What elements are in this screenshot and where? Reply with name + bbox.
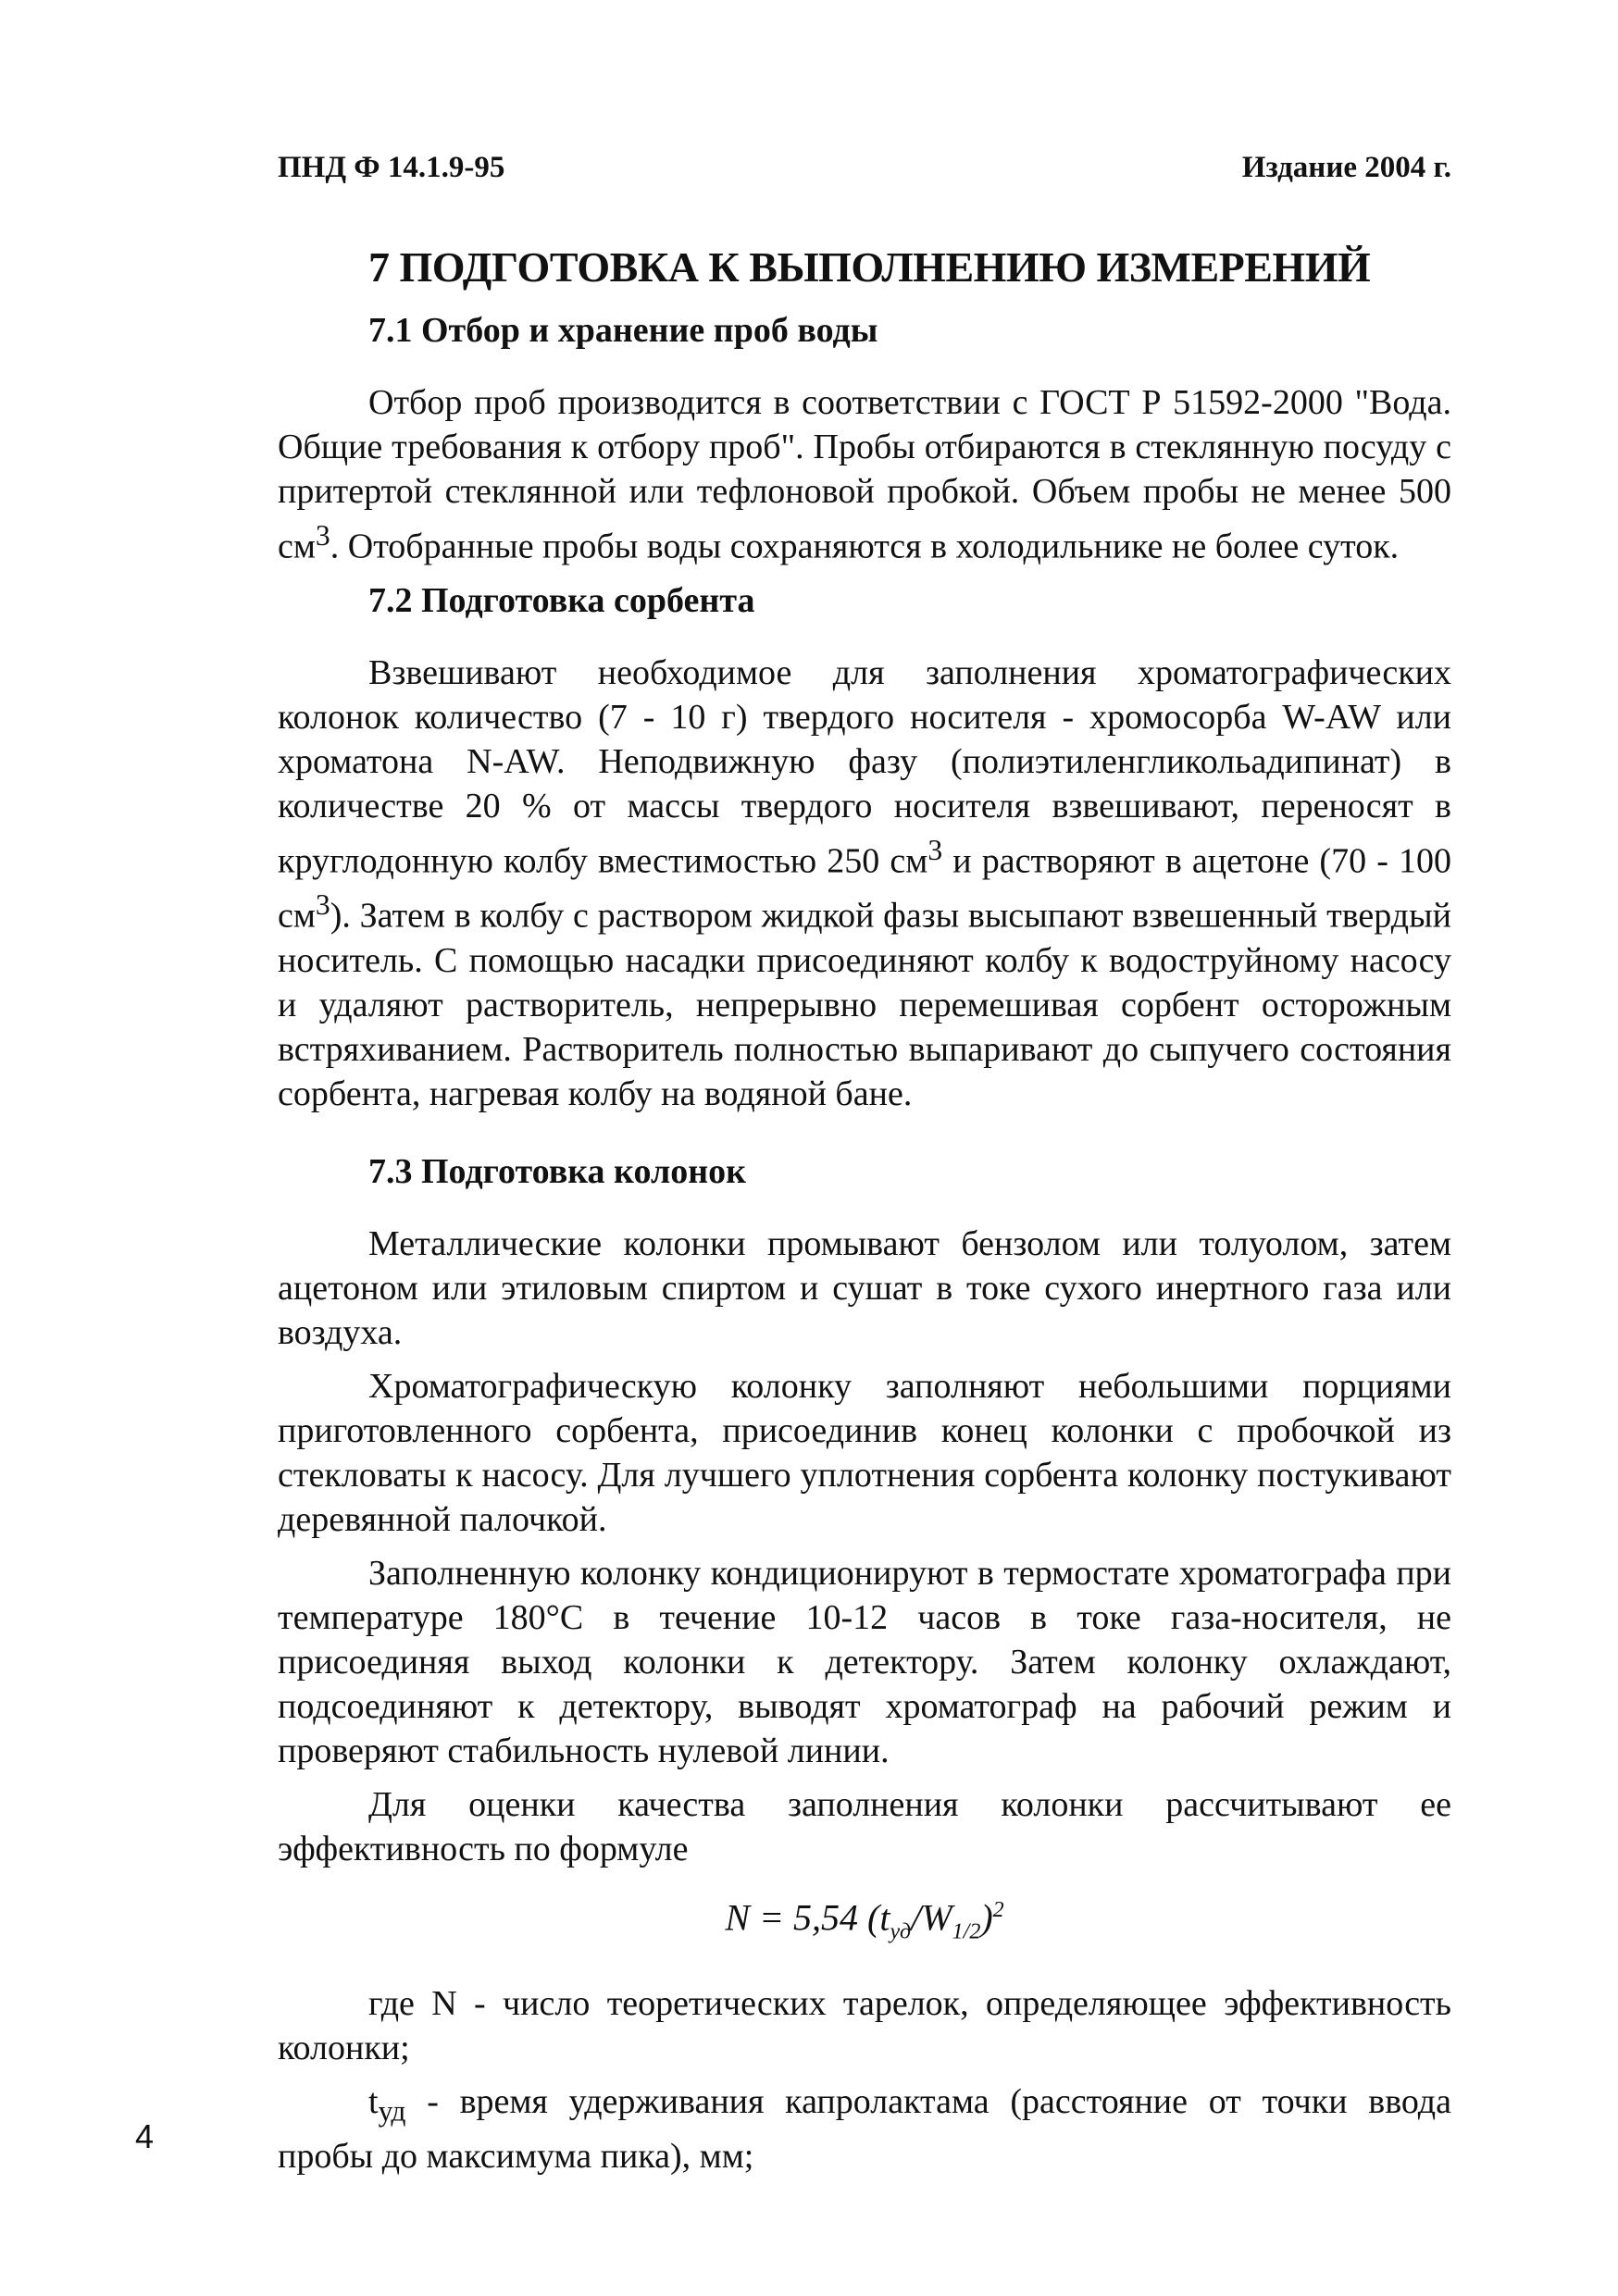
formula-w-subscript: 1/2	[952, 1919, 981, 1944]
superscript-3: 3	[315, 519, 330, 552]
formula-t: t	[879, 1896, 890, 1939]
running-header	[278, 151, 1451, 197]
formula-w: W	[921, 1896, 952, 1939]
paragraph-7-2	[278, 651, 1451, 1116]
subsection-7-2-title: 7.2 Подготовка сорбента	[368, 580, 755, 620]
paragraph-7-3-4: Для оценки качества заполнения колонки рассчитывают ее эффективность по формуле	[278, 1784, 1451, 1868]
subsection-7-1-title: 7.1 Отбор и хранение проб воды	[368, 311, 878, 350]
formula-power: 2	[992, 1897, 1004, 1922]
paragraph-7-3-2: Хроматографическую колонку заполняют небольшими порциями приготовленного сорбента, присоединив конец колонки с пробочкой из стекловаты к насосу. Для лучшего уплотнения сорбента колонку постукивают деревянной палочкой.	[278, 1366, 1451, 1539]
paragraph-7-2-text-b: и растворяют в ацетоне (70 - 100 см	[278, 841, 1451, 936]
paragraph-7-2-text-c: ). Затем в колбу с раствором жидкой фазы высыпают взвешенный твердый носитель. С помощью насадки присоединяют колбу к водоструйному насосу и удаляют растворитель, непрерывно перемешивая сорбент осторожным встряхиванием. Растворитель полностью выпаривают до сыпучего состояния сорбента, нагревая колбу на водяной бане.	[278, 896, 1451, 1113]
subsection-7-3-title: 7.3 Подготовка колонок	[368, 1151, 747, 1191]
paragraph-7-3-6	[278, 2079, 1451, 2178]
retention-time-symbol: t	[368, 2082, 379, 2122]
document-code: ПНД Ф 14.1.9-95	[278, 151, 505, 184]
formula-lhs: N	[725, 1896, 751, 1939]
formula-t-subscript: уд	[890, 1919, 912, 1944]
formula-coefficient: = 5,54 (	[750, 1896, 880, 1939]
paragraph-7-2-text-a: Взвешивают необходимое для заполнения хроматографических колонок количество (7 - 10 г) твердого носителя - хромосорба W-AW или хроматона N-AW. Неподвижную фазу (полиэтиленгликольадипинат) в количестве 20 % от массы твердого носителя взвешивают, переносят в круглодонную колбу вместимостью 250 см	[278, 652, 1451, 881]
retention-time-definition: - время удерживания капролактама (расстояние от точки ввода пробы до максимума пика), мм;	[278, 2082, 1451, 2176]
superscript-3: 3	[315, 888, 330, 922]
body-text	[278, 245, 1451, 2188]
paragraph-7-1	[278, 380, 1451, 569]
efficiency-formula	[278, 1888, 1451, 1954]
paragraph-7-3-5: где N - число теоретических тарелок, определяющее эффективность колонки;	[278, 1984, 1451, 2068]
page-number: 4	[135, 2117, 155, 2155]
edition-label: Издание 2004 г.	[1241, 151, 1451, 184]
formula-slash: /	[911, 1896, 922, 1939]
section-title: 7 ПОДГОТОВКА К ВЫПОЛНЕНИЮ ИЗМЕРЕНИЙ	[368, 243, 1371, 291]
paragraph-7-3-3: Заполненную колонку кондиционируют в термостате хроматографа при температуре 180°С в течение 10-12 часов в токе газа-носителя, не присоединяя выход колонки к детектору. Затем колонку охлаждают, подсоединяют к детектору, выводят хроматограф на рабочий режим и проверяют стабильность нулевой линии.	[278, 1553, 1451, 1770]
paragraph-7-3-1: Металлические колонки промывают бензолом или толуолом, затем ацетоном или этиловым спиртом и сушат в токе сухого инертного газа или воздуха.	[278, 1223, 1451, 1352]
superscript-3: 3	[927, 833, 943, 866]
retention-time-subscript: уд	[378, 2094, 406, 2128]
paragraph-7-1-text-b: . Отобранные пробы воды сохраняются в холодильнике не более суток.	[330, 527, 1400, 566]
paragraph-7-1-text-a: Отбор проб производится в соответствии с ГОСТ Р 51592-2000 "Вода. Общие требования к отбору проб". Пробы отбираются в стеклянную посуду с притертой стеклянной или тефлоновой пробкой. Объем пробы не менее 500 см	[278, 383, 1451, 566]
formula-close-paren: )	[980, 1896, 993, 1939]
